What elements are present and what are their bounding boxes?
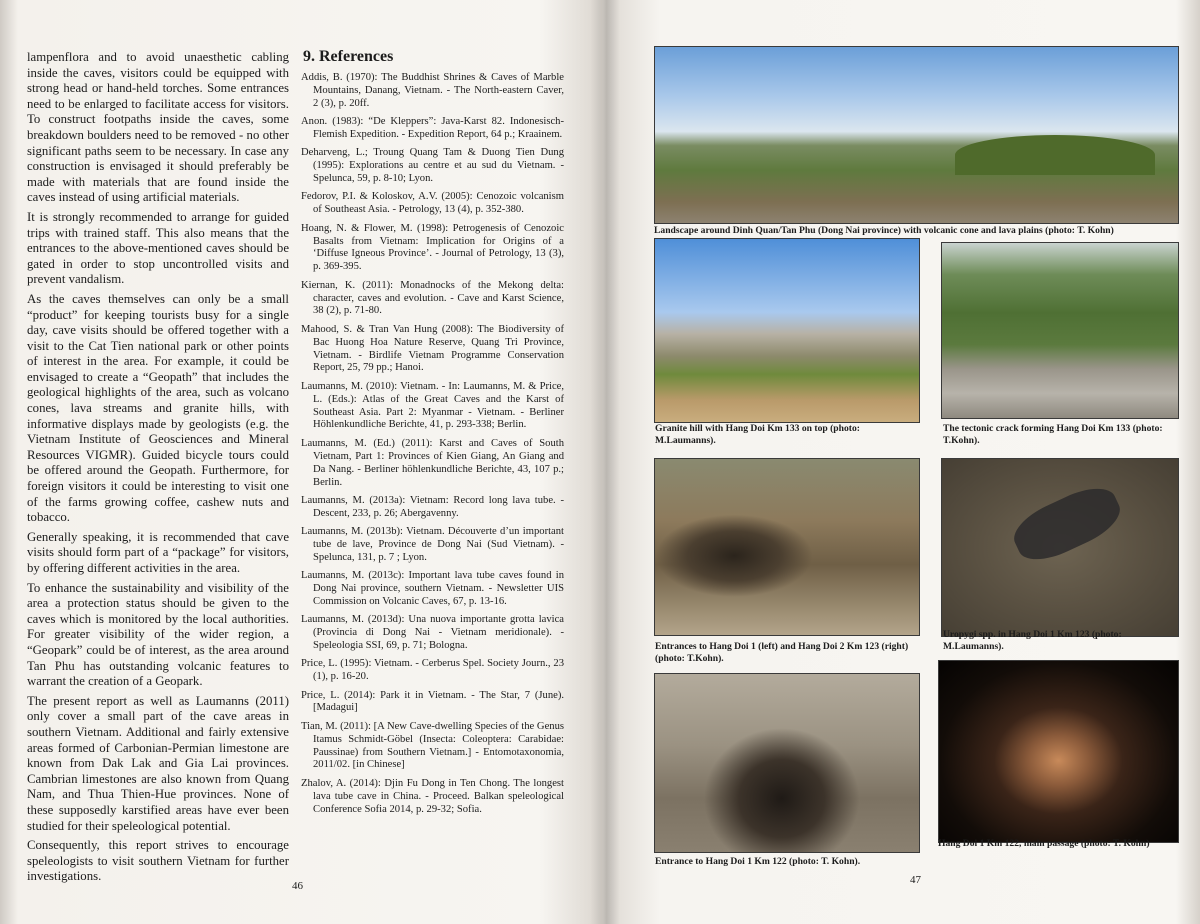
left-page-number: 46 — [292, 880, 303, 892]
paragraph-5: To enhance the sustainability and visibility of the area a protection status should be given to the caves which is monitored by the local authorities. For greater visibility of the wider region, a “Geopark” could be of interest, as the area around Tan Phu has outstanding volcanic features to warrant the creation of a Geopark. — [27, 580, 289, 689]
reference-item: Laumanns, M. (Ed.) (2011): Karst and Caves of South Vietnam, Part 1: Provinces of Kien Giang, An Giang and Da Nang. - Berliner höhlenkundliche Berichte, 43, 107 p.; Berlin. — [301, 437, 564, 488]
book-gutter — [590, 0, 620, 924]
cave-entrance-122-photo — [654, 673, 920, 853]
reference-item: Deharveng, L.; Troung Quang Tam & Duong Tien Dung (1995): Explorations au centre et au sud du Vietnam. - Spelunca, 59, p. 8-10; Lyon. — [301, 147, 564, 185]
paragraph-7: Consequently, this report strives to encourage speleologists to visit southern Vietnam for further investigations. — [27, 838, 289, 884]
uropygi-photo — [941, 458, 1179, 637]
tectonic-crack-caption: The tectonic crack forming Hang Doi Km 133 (photo: T.Kohn). — [943, 423, 1163, 447]
granite-hill-photo — [654, 238, 920, 423]
reference-item: Hoang, N. & Flower, M. (1998): Petrogenesis of Cenozoic Basalts from Vietnam: Implication for Origins of a ‘Diffuse Igneous Province’. - Journal of Petrology, 13 (3), p. 369-395. — [301, 222, 564, 273]
cave-entrances-photo — [654, 458, 920, 636]
granite-hill-caption: Granite hill with Hang Doi Km 133 on top (photo: M.Laumanns). — [655, 423, 860, 447]
reference-item: Addis, B. (1970): The Buddhist Shrines & Caves of Marble Mountains, Danang, Vietnam. - The North-eastern Caver, 2 (3), p. 20ff. — [301, 72, 564, 109]
reference-item: Laumanns, M. (2013b): Vietnam. Découverte d’un important tube de lave, Province de Dong Nai (Sud Vietnam). - Spelunca, 131, p. 7 ; Lyon. — [301, 526, 564, 563]
reference-item: Mahood, S. & Tran Van Hung (2008): The Biodiversity of Bac Huong Hoa Nature Reserve, Quang Tri Province, Vietnam. - Birdlife Vietnam Programme Conservation Report, 25, 79 pp.; Hanoi. — [301, 323, 564, 374]
right-page-number: 47 — [910, 874, 921, 886]
main-passage-caption: Hang Doi 1 Km 122, main passage (photo: T. Kohn) — [938, 838, 1150, 849]
landscape-photo — [654, 46, 1179, 224]
paragraph-3: As the caves themselves can only be a small “product” for keeping tourists busy for a single day, cave visits should be offered together with a visit to the Cat Tien national park or other points of interest in the area. For example, it could be envisaged to create a “Geopath” that includes the geological highlights of the area, such as volcano cones, lava streams and granite hills, with informative displays made by geologists (e.g. the Vietnam Institute of Geosciences and Mineral Resources VIGMR). Guided bicycle tours could be offered around the Geopath. Furthermore, for foreign visitors it could be interesting to visit one of the farms growing coffee, cashew nuts and tobacco. — [27, 291, 289, 525]
reference-item: Laumanns, M. (2013d): Una nuova importante grotta lavica (Provincia di Dong Nai - Vietnam meridionale). - Speleologia SSI, 69, p. 71; Bologna. — [301, 614, 564, 652]
left-page-text-column — [27, 50, 289, 889]
cave-entrance-122-caption: Entrance to Hang Doi 1 Km 122 (photo: T. Kohn). — [655, 856, 861, 867]
reference-item: Tian, M. (2011): [A New Cave-dwelling Species of the Genus Itamus Schmidt-Göbel (Insecta: Coleoptera: Carabidae: Paussinae) from Southern Vietnam.] - Entomotaxonomia, 2011/02. [in Chinese] — [301, 720, 564, 771]
paragraph-4: Generally speaking, it is recommended that cave visits should form part of a “package” for visitors, by offering different activities in the area. — [27, 529, 289, 575]
reference-item: Anon. (1983): “De Kleppers”: Java-Karst 82. Indonesisch-Flemish Expedition. - Expedition Report, 64 p.; Kraainem. — [301, 116, 564, 141]
landscape-caption: Landscape around Dinh Quan/Tan Phu (Dong Nai province) with volcanic cone and lava plains (photo: T. Kohn) — [654, 225, 1114, 236]
references-column — [301, 48, 564, 822]
main-passage-photo — [938, 660, 1179, 843]
reference-item: Price, L. (2014): Park it in Vietnam. - The Star, 7 (June). [Madagui] — [301, 689, 564, 714]
reference-item: Laumanns, M. (2013a): Vietnam: Record long lava tube. - Descent, 233, p. 26; Abergavenny. — [301, 494, 564, 519]
paragraph-6: The present report as well as Laumanns (2011) only cover a small part of the cave areas in southern Vietnam. Additional and fairly extensive areas formed of Carbonian-Permian limestone are known from Dak Lak and Gia Lai provinces. Cambrian limestones are also known from Quang Nam, and Thua Thien-Hue provinces. None of these supposedly karstified areas have ever been studied for their speleological potential. — [27, 693, 289, 833]
tectonic-crack-photo — [941, 242, 1179, 419]
reference-item: Laumanns, M. (2010): Vietnam. - In: Laumanns, M. & Price, L. (Eds.): Atlas of the Great Caves and the Karst of Southeast Asia. Part 2: Myanmar - Vietnam. - Berliner Höhlenkundliche Berichte, 41, p. 293-338; Berlin. — [301, 380, 564, 431]
uropygi-caption: Uropygi spp. in Hang Doi 1 Km 123 (photo: M.Laumanns). — [943, 629, 1122, 653]
reference-item: Laumanns, M. (2013c): Important lava tube caves found in Dong Nai province, southern Vietnam. - Newsletter UIS Commission on Volcanic Caves, 67, p. 13-16. — [301, 570, 564, 607]
reference-item: Kiernan, K. (2011): Monadnocks of the Mekong delta: character, caves and evolution. - Cave and Karst Science, 38 (2), p. 71-80. — [301, 279, 564, 317]
paragraph-2: It is strongly recommended to arrange for guided trips with trained staff. This also means that the entrances to the above-mentioned caves should be gated in order to stop uncontrolled visits and prevent vandalism. — [27, 209, 289, 287]
reference-item: Price, L. (1995): Vietnam. - Cerberus Spel. Society Journ., 23 (1), p. 16-20. — [301, 658, 564, 683]
paragraph-1: lampenflora and to avoid unaesthetic cabling inside the caves, visitors could be equipped with strong head or hand-held torches. Some entrances need to be enlarged to facilitate access for visitors. To construct footpaths inside the caves, some breakdown boulders need to be removed - no other significant paths seem to be necessary. In case any construction is envisaged it should preferably be made with materials that are found inside the caves instead of using artificial materials. — [27, 50, 289, 205]
reference-item: Zhalov, A. (2014): Djin Fu Dong in Ten Chong. The longest lava tube cave in China. - Proceed. Balkan speleological Conference Sofia 2014, p. 29-32; Sofia. — [301, 777, 564, 815]
references-heading: 9. References — [303, 48, 394, 65]
reference-item: Fedorov, P.I. & Koloskov, A.V. (2005): Cenozoic volcanism of Southeast Asia. - Petrology, 13 (4), p. 352-380. — [301, 191, 564, 216]
cave-entrances-caption: Entrances to Hang Doi 1 (left) and Hang Doi 2 Km 123 (right) (photo: T.Kohn). — [655, 641, 909, 665]
